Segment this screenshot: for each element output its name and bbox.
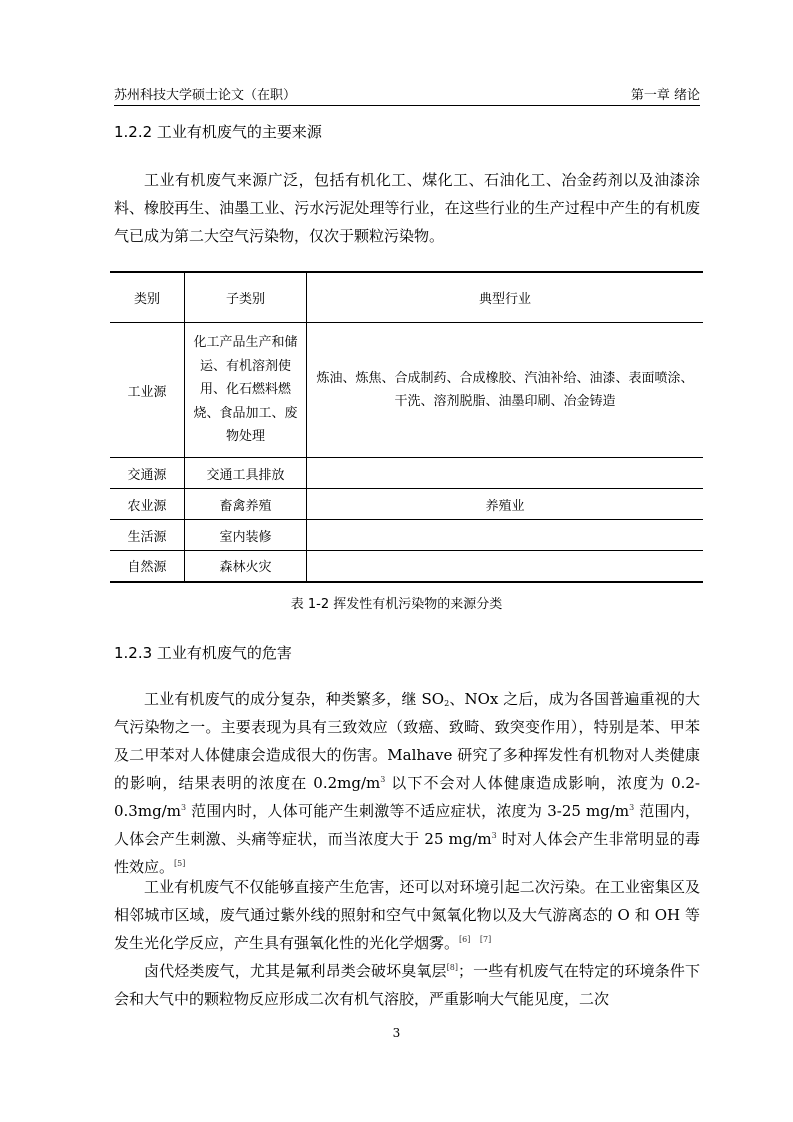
col-header-subcategory: 子类别 bbox=[185, 272, 307, 323]
table-row bbox=[110, 489, 703, 520]
table-row bbox=[110, 520, 703, 551]
text-run: 范围内时，人体可能产生刺激等不适应症状，浓度为 3-25 mg/m bbox=[186, 802, 630, 820]
voc-source-table bbox=[110, 271, 703, 583]
paragraph-hazards bbox=[114, 685, 700, 881]
col-header-industry: 典型行业 bbox=[307, 272, 704, 323]
cell-category: 自然源 bbox=[110, 551, 185, 582]
text-run: 工业有机废气的成分复杂，种类繁多，继 SO bbox=[144, 690, 445, 708]
paragraph-sources: 工业有机废气来源广泛，包括有机化工、煤化工、石油化工、冶金药剂以及油漆涂料、橡胶再生、油墨工业、污水污泥处理等行业，在这些行业的生产过程中产生的有机废气已成为第二大空气污染物，仅次于颗粒污染物。 bbox=[114, 171, 700, 245]
running-header-left: 苏州科技大学硕士论文（在职） bbox=[114, 88, 297, 103]
section-title-1-2-3: 1.2.3 工业有机废气的危害 bbox=[114, 644, 292, 662]
cell-subcategory: 畜禽养殖 bbox=[185, 489, 307, 520]
table-row bbox=[110, 458, 703, 489]
superscript-3: 3 bbox=[380, 775, 386, 784]
cell-industry bbox=[307, 458, 704, 489]
superscript-3: 3 bbox=[629, 803, 635, 812]
table-row bbox=[110, 323, 703, 458]
table-caption: 表 1-2 挥发性有机污染物的来源分类 bbox=[290, 597, 503, 612]
cell-industry bbox=[307, 551, 704, 582]
superscript-3: 3 bbox=[491, 831, 497, 840]
table-header-row bbox=[110, 272, 703, 323]
text-run: 时对人体会产生非常明显的毒性效应。 bbox=[114, 830, 700, 876]
cell-subcategory: 交通工具排放 bbox=[185, 458, 307, 489]
paragraph-halocarbons bbox=[114, 957, 700, 1013]
text-run: 以下不会对人体健康造成影响，浓度为 0.2-0.3mg/m bbox=[114, 774, 700, 820]
citation-5: [5] bbox=[174, 859, 186, 868]
paragraph-secondary-pollution bbox=[114, 873, 700, 957]
text-run: 、NOx 之后，成为各国普遍重视的大气污染物之一。主要表现为具有三致效应（致癌、致畸、致突变作用），特别是苯、甲苯及二甲苯对人体健康会造成很大的伤害。Malhave 研究了多种挥发性有机物对人类健康的影响，结果表明的浓度在 0.2mg/m bbox=[114, 690, 701, 792]
superscript-3: 3 bbox=[180, 803, 187, 812]
cell-industry: 炼油、炼焦、合成制药、合成橡胶、汽油补给、油漆、表面喷涂、干洗、溶剂脱脂、油墨印刷、冶金铸造 bbox=[307, 323, 704, 458]
col-header-category: 类别 bbox=[110, 272, 185, 323]
cell-category: 工业源 bbox=[110, 323, 185, 458]
cell-category: 生活源 bbox=[110, 520, 185, 551]
citation-6: [6] bbox=[459, 935, 471, 944]
cell-subcategory: 森林火灾 bbox=[185, 551, 307, 582]
cell-industry bbox=[307, 520, 704, 551]
table-row bbox=[110, 551, 703, 582]
header-rule bbox=[114, 105, 700, 106]
running-header-right: 第一章 绪论 bbox=[630, 88, 700, 103]
section-title-1-2-2: 1.2.2 工业有机废气的主要来源 bbox=[114, 123, 322, 141]
cell-subcategory: 化工产品生产和储运、有机溶剂使用、化石燃料燃烧、食品加工、废物处理 bbox=[185, 323, 307, 458]
cell-category: 交通源 bbox=[110, 458, 185, 489]
citation-7: [7] bbox=[479, 935, 492, 944]
cell-industry: 养殖业 bbox=[307, 489, 704, 520]
page-number: 3 bbox=[392, 1026, 401, 1040]
text-run: 工业有机废气不仅能够直接产生危害，还可以对环境引起二次污染。在工业密集区及相邻城市区域，废气通过紫外线的照射和空气中氮氧化物以及大气游离态的 O 和 OH 等发生光化学反应，产生具有强氧化性的光化学烟雾。 bbox=[114, 878, 700, 952]
citation-8: [8] bbox=[446, 963, 458, 972]
text-run: ；一些有机废气在特定的环境条件下会和大气中的颗粒物反应形成二次有机气溶胶，严重影响大气能见度，二次 bbox=[114, 962, 700, 1008]
text-run: 卤代烃类废气，尤其是氟利昂类会破坏臭氧层 bbox=[144, 962, 447, 980]
cell-subcategory: 室内装修 bbox=[185, 520, 307, 551]
subscript-2: 2 bbox=[444, 699, 450, 708]
cell-category: 农业源 bbox=[110, 489, 185, 520]
text-run: 范围内，人体会产生刺激、头痛等症状，而当浓度大于 25 mg/m bbox=[114, 802, 701, 848]
